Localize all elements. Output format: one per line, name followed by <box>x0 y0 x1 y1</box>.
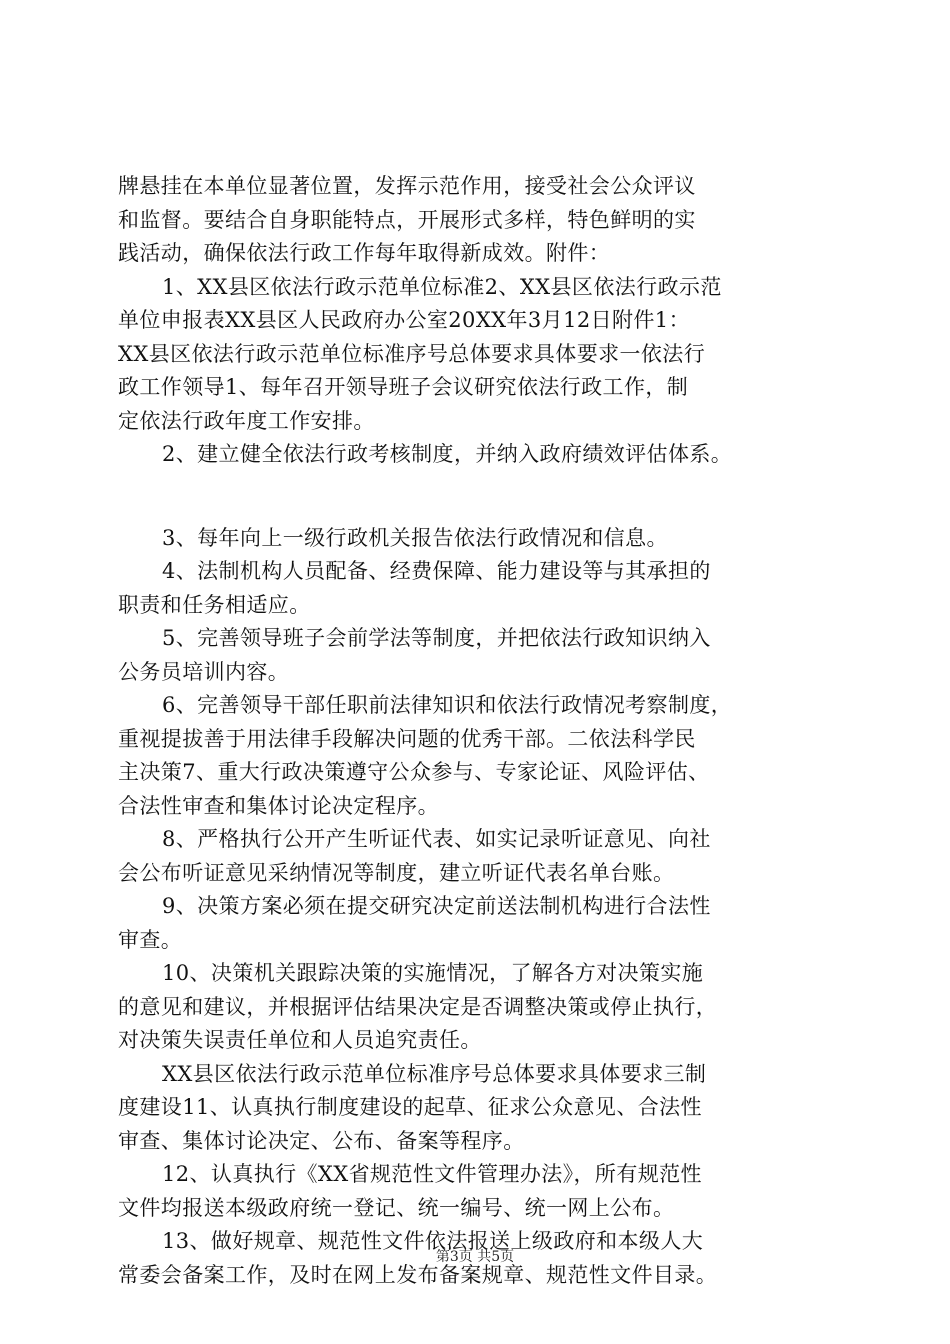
text-line: XX县区依法行政示范单位标准序号总体要求具体要求一依法行 <box>118 341 706 366</box>
paragraph-start-line: 9、决策方案必须在提交研究决定前送法制机构进行合法性 <box>162 894 711 918</box>
text-line: 定依法行政年度工作安排。 <box>118 408 375 433</box>
paragraph-start-line: 13、做好规章、规范性文件依法报送上级政府和本级人大 <box>162 1229 704 1253</box>
paragraph-start-line: XX县区依法行政示范单位标准序号总体要求具体要求三制 <box>162 1061 707 1086</box>
text-line: 会公布听证意见采纳情况等制度，建立听证代表名单台账。 <box>118 860 675 885</box>
text-line: 政工作领导1、每年召开领导班子会议研究依法行政工作，制 <box>118 375 689 399</box>
text-line: 审查。 <box>118 927 183 952</box>
text-line: 度建设11、认真执行制度建设的起草、征求公众意见、合法性 <box>118 1095 702 1119</box>
paragraph-start-line: 3、每年向上一级行政机关报告依法行政情况和信息。 <box>162 525 668 550</box>
paragraph-start-line: 8、严格执行公开产生听证代表、如实记录听证意见、向社 <box>162 827 711 851</box>
text-line: 合法性审查和集体讨论决定程序。 <box>118 793 439 818</box>
text-line: 文件均报送本级政府统一登记、统一编号、统一网上公布。 <box>118 1195 675 1220</box>
text-line: 重视提拔善于用法律手段解决问题的优秀干部。二依法科学民 <box>118 726 696 751</box>
paragraph-gap <box>118 472 830 522</box>
text-line: 对决策失误责任单位和人员追究责任。 <box>118 1028 482 1052</box>
text-line: 践活动，确保依法行政工作每年取得新成效。附件： <box>118 241 611 265</box>
document-body <box>118 170 830 1292</box>
text-line: 单位申报表XX县区人民政府办公室20XX年3月12日附件1： <box>118 308 690 332</box>
text-line: 公务员培训内容。 <box>118 659 290 684</box>
text-line: 常委会备案工作，及时在网上发布备案规章、规范性文件目录。 <box>118 1262 718 1287</box>
paragraph-start-line: 2、建立健全依法行政考核制度，并纳入政府绩效评估体系。 <box>162 442 733 466</box>
paragraph-start-line: 4、法制机构人员配备、经费保障、能力建设等与其承担的 <box>162 559 711 583</box>
text-line: 主决策7、重大行政决策遵守公众参与、专家论证、风险评估、 <box>118 760 710 784</box>
paragraph-start-line: 5、完善领导班子会前学法等制度，并把依法行政知识纳入 <box>162 626 711 650</box>
text-line: 和监督。要结合自身职能特点，开展形式多样，特色鲜明的实 <box>118 207 696 232</box>
paragraph-start-line: 6、完善领导干部任职前法律知识和依法行政情况考察制度， <box>162 693 733 717</box>
page-footer: 第3页 共5页 <box>435 1249 515 1265</box>
paragraph-start-line: 1、XX县区依法行政示范单位标准2、XX县区依法行政示范 <box>162 274 722 299</box>
paragraph-start-line: 10、决策机关跟踪决策的实施情况，了解各方对决策实施 <box>162 961 704 985</box>
text-line: 审查、集体讨论决定、公布、备案等程序。 <box>118 1128 525 1153</box>
text-line: 职责和任务相适应。 <box>118 592 311 617</box>
text-line: 的意见和建议，并根据评估结果决定是否调整决策或停止执行， <box>118 994 718 1019</box>
paragraph-start-line: 12、认真执行《XX省规范性文件管理办法》，所有规范性 <box>162 1162 702 1186</box>
text-line: 牌悬挂在本单位显著位置，发挥示范作用，接受社会公众评议 <box>118 174 696 198</box>
